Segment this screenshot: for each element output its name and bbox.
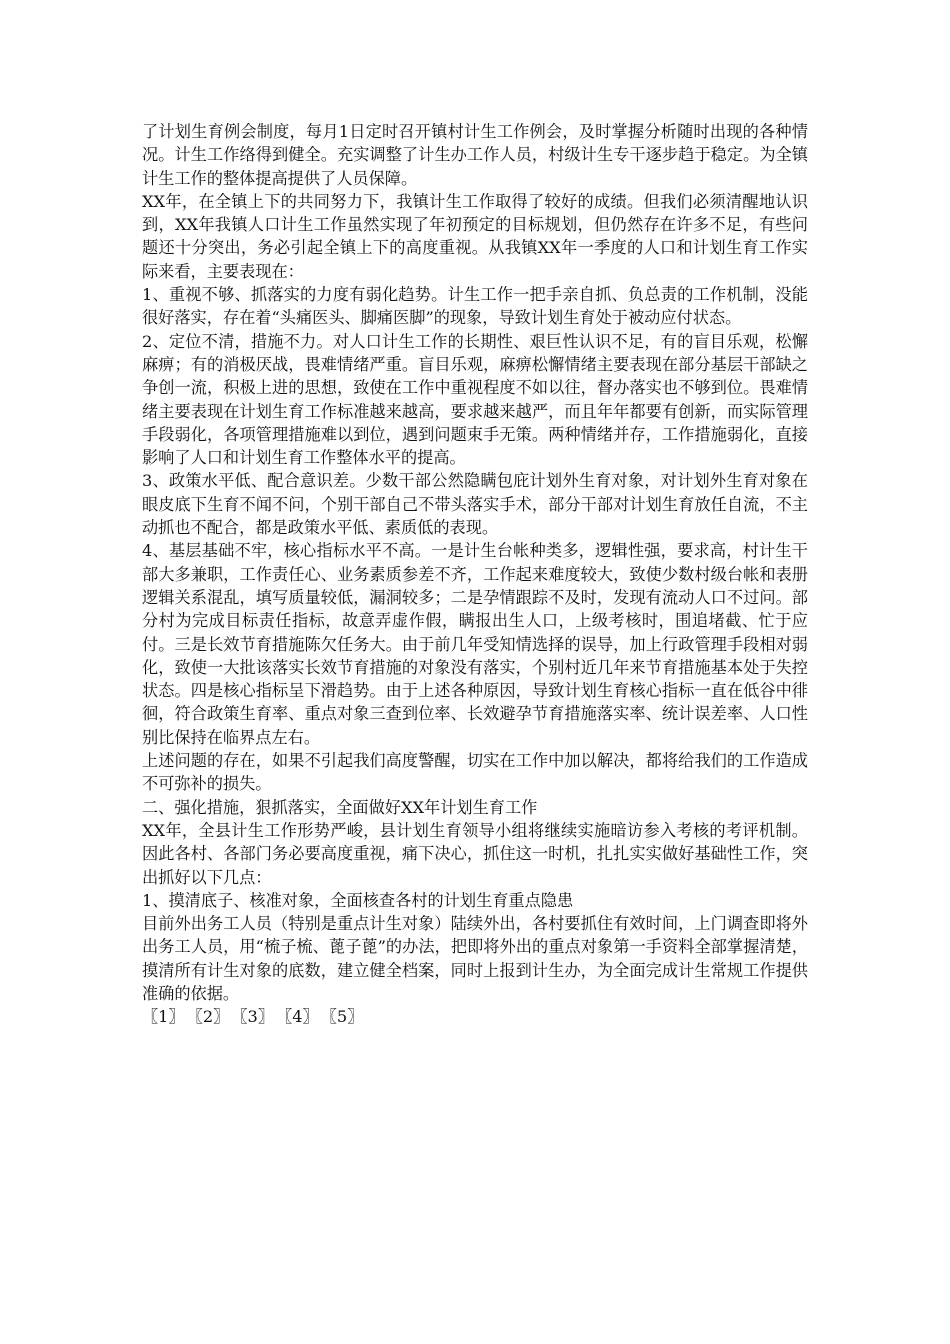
page-link-4[interactable]: 〖4〗	[276, 1007, 319, 1027]
paragraph-problem-4: 4、基层基础不牢，核心指标水平不高。一是计生台帐种类多，逻辑性强，要求高，村计生干部大多兼职，工作责任心、业务素质参差不齐，工作起来难度较大，致使少数村级台帐和表册逻辑关系混乱，填写质量较低，漏洞较多；二是孕情跟踪不及时，发现有流动人口不过问。部分村为完成目标责任指标，故意弄虚作假，瞒报出生人口，上级考核时，围追堵截、忙于应付。三是长效节育措施陈欠任务大。由于前几年受知情选择的误导，加上行政管理手段相对弱化，致使一大批该落实长效节育措施的对象没有落实，个别村近几年来节育措施基本处于失控状态。四是核心指标呈下滑趋势。由于上述各种原因，导致计划生育核心指标一直在低谷中徘徊，符合政策生育率、重点对象三查到位率、长效避孕节育措施落实率、统计误差率、人口性别比保持在临界点左右。	[142, 541, 808, 747]
page-link-5[interactable]: 〖5〗	[320, 1007, 364, 1027]
pagination	[142, 1005, 808, 1028]
paragraph-summary: XX年，在全镇上下的共同努力下，我镇计生工作取得了较好的成绩。但我们必须清醒地认识到，XX年我镇人口计生工作虽然实现了年初预定的目标规划，但仍然存在许多不足，有些问题还十分突出，务必引起全镇上下的高度重视。从我镇XX年一季度的人口和计划生育工作实际来看，主要表现在：	[142, 191, 808, 281]
paragraph-continuation: 了计划生育例会制度，每月1日定时召开镇村计生工作例会，及时掌握分析随时出现的各种情况。计生工作络得到健全。充实调整了计生办工作人员，村级计生专干逐步趋于稳定。为全镇计生工作的整体提高提供了人员保障。	[142, 122, 808, 188]
paragraph-conclusion: 上述问题的存在，如果不引起我们高度警醒，切实在工作中加以解决，都将给我们的工作造成不可弥补的损失。	[142, 751, 808, 794]
document-body	[142, 120, 808, 1029]
section-heading-2: 二、强化措施，狠抓落实，全面做好XX年计划生育工作	[142, 797, 538, 817]
paragraph-problem-2: 2、定位不清，措施不力。对人口计生工作的长期性、艰巨性认识不足，有的盲目乐观，松懈麻痹；有的消极厌战，畏难情绪严重。盲目乐观，麻痹松懈情绪主要表现在部分基层干部缺之争创一流，积极上进的思想，致使在工作中重视程度不如以往，督办落实也不够到位。畏难情绪主要表现在计划生育工作标准越来越高，要求越来越严，而且年年都要有创新，而实际管理手段弱化，各项管理措施难以到位，遇到问题束手无策。两种情绪并存，工作措施弱化，直接影响了人口和计划生育工作整体水平的提高。	[142, 331, 808, 468]
paragraph-problem-1: 1、重视不够、抓落实的力度有弱化趋势。计生工作一把手亲自抓、负总责的工作机制，没能很好落实，存在着“头痛医头、脚痛医脚”的现象，导致计划生育处于被动应付状态。	[142, 285, 808, 328]
page-link-2[interactable]: 〖2〗	[186, 1007, 230, 1027]
page-link-3[interactable]: 〖3〗	[231, 1007, 275, 1027]
paragraph-problem-3: 3、政策水平低、配合意识差。少数干部公然隐瞒包庇计划外生育对象，对计划外生育对象在眼皮底下生育不闻不问，个别干部自己不带头落实手术，部分干部对计划生育放任自流，不主动抓也不配合，都是政策水平低、素质低的表现。	[142, 471, 808, 538]
subheading-1: 1、摸清底子、核准对象，全面核查各村的计划生育重点隐患	[142, 890, 574, 910]
paragraph-situation: XX年，全县计生工作形势严峻，县计划生育领导小组将继续实施暗访参入考核的考评机制。因此各村、各部门务必要高度重视，痛下决心，抓住这一时机，扎扎实实做好基础性工作，突出抓好以下几点：	[142, 820, 808, 887]
page-link-1[interactable]: 〖1〗	[142, 1007, 185, 1027]
paragraph-measure-1: 目前外出务工人员（特别是重点计生对象）陆续外出，各村要抓住有效时间，上门调查即将外出务工人员，用“梳子梳、蓖子蓖”的办法，把即将外出的重点对象第一手资料全部掌握清楚，摸清所有计生对象的底数，建立健全档案，同时上报到计生办，为全面完成计生常规工作提供准确的依据。	[142, 914, 808, 1003]
